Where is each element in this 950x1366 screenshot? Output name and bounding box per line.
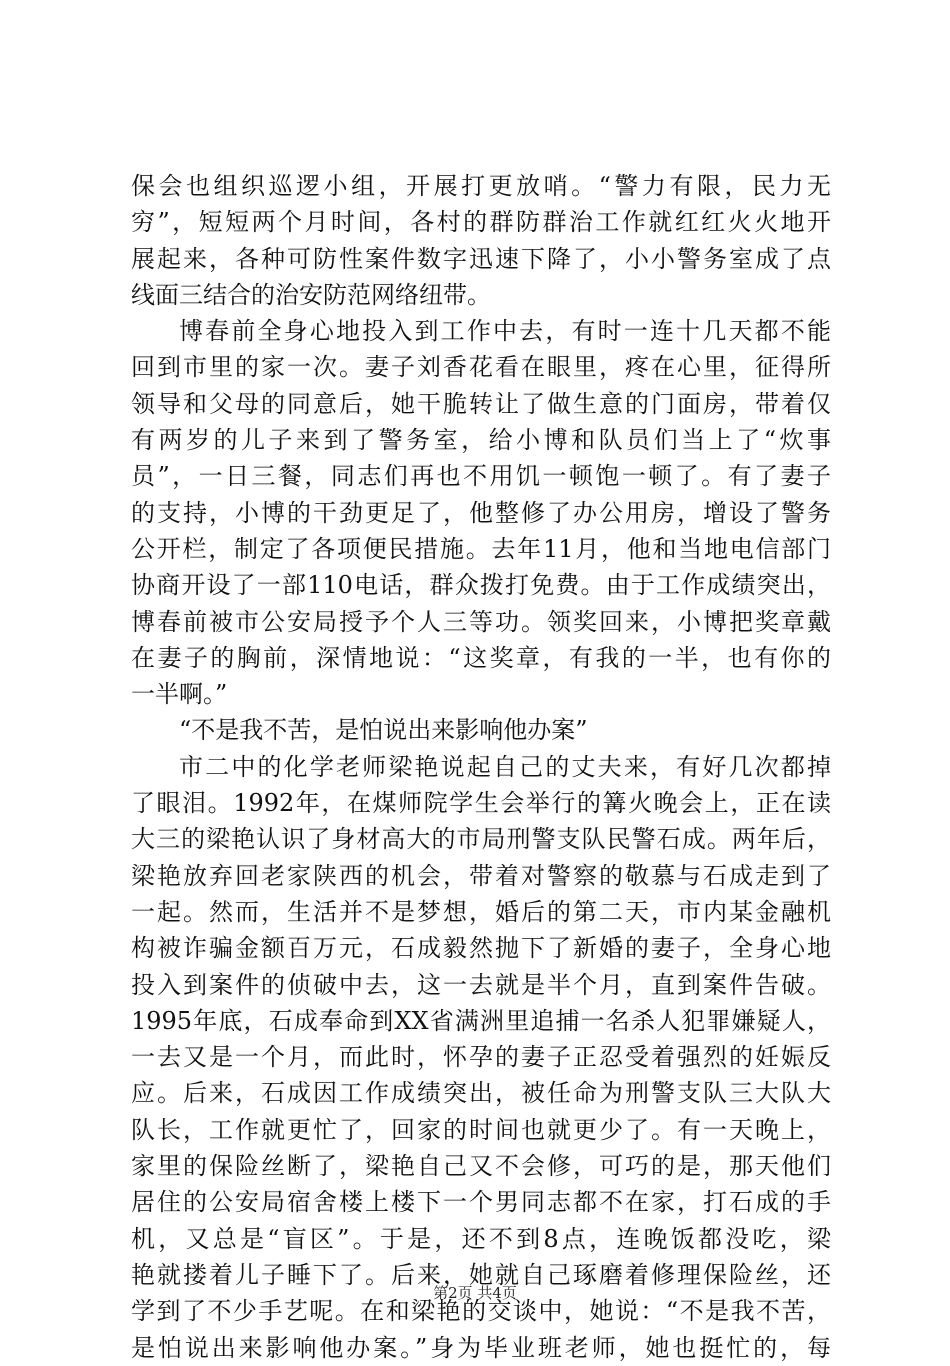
text-line: 一半啊。” bbox=[131, 680, 228, 709]
text-line: 一去又是一个月，而此时，怀孕的妻子正忍受着强烈的妊娠反 bbox=[131, 1043, 831, 1072]
text-line: 是怕说出来影响他办案。”身为毕业班老师，她也挺忙的，每 bbox=[131, 1333, 831, 1362]
text-line: 投入到案件的侦破中去，这一去就是半个月，直到案件告破。 bbox=[131, 970, 831, 999]
page-number-label: 第2页 共4页 bbox=[433, 1284, 517, 1302]
text-line: 展起来，各种可防性案件数字迅速下降了，小小警务室成了点 bbox=[131, 244, 831, 273]
text-line: 线面三结合的治安防范网络纽带。 bbox=[131, 280, 491, 309]
text-line: 艳就搂着儿子睡下了。后来，她就自己琢磨着修理保险丝，还 bbox=[131, 1260, 831, 1289]
text-line: 1995年底，石成奉命到XX省满洲里追捕一名杀人犯罪嫌疑人， bbox=[131, 1006, 831, 1035]
text-line: “不是我不苦，是怕说出来影响他办案” bbox=[179, 716, 588, 745]
text-line: 保会也组织巡逻小组，开展打更放哨。“警力有限，民力无 bbox=[131, 172, 831, 200]
text-line: 领导和父母的同意后，她干脆转让了做生意的门面房，带着仅 bbox=[131, 389, 831, 418]
text-line: 应。后来，石成因工作成绩突出，被任命为刑警支队三大队大 bbox=[131, 1079, 831, 1108]
text-line: 市二中的化学老师梁艳说起自己的丈夫来，有好几次都掉 bbox=[179, 752, 831, 781]
page-footer bbox=[0, 1283, 950, 1303]
text-line: 员”，一日三餐，同志们再也不用饥一顿饱一顿了。有了妻子 bbox=[131, 462, 831, 491]
text-line: 居住的公安局宿舍楼上楼下一个男同志都不在家，打石成的手 bbox=[131, 1188, 831, 1217]
text-line: 的支持，小博的干劲更足了，他整修了办公用房，增设了警务 bbox=[131, 498, 831, 527]
text-line: 在妻子的胸前，深情地说：“这奖章，有我的一半，也有你的 bbox=[131, 643, 831, 672]
text-line: 家里的保险丝断了，梁艳自己又不会修，可巧的是，那天他们 bbox=[131, 1152, 831, 1181]
text-line: 队长，工作就更忙了，回家的时间也就更少了。有一天晚上， bbox=[131, 1115, 831, 1144]
text-line: 有两岁的儿子来到了警务室，给小博和队员们当上了“炊事 bbox=[131, 426, 831, 455]
text-line: 机，又总是“盲区”。于是，还不到8点，连晚饭都没吃，梁 bbox=[131, 1224, 831, 1253]
text-line: 穷”，短短两个月时间，各村的群防群治工作就红红火火地开 bbox=[131, 208, 831, 237]
text-line: 了眼泪。1992年，在煤师院学生会举行的篝火晚会上，正在读 bbox=[131, 789, 831, 818]
text-line: 构被诈骗金额百万元，石成毅然抛下了新婚的妻子，全身心地 bbox=[131, 934, 831, 963]
text-line: 公开栏，制定了各项便民措施。去年11月，他和当地电信部门 bbox=[131, 534, 831, 563]
text-line: 梁艳放弃回老家陕西的机会，带着对警察的敬慕与石成走到了 bbox=[131, 861, 831, 890]
text-line: 回到市里的家一次。妻子刘香花看在眼里，疼在心里，征得所 bbox=[131, 353, 831, 382]
text-line: 协商开设了一部110电话，群众拨打免费。由于工作成绩突出， bbox=[131, 571, 831, 600]
text-line: 一起。然而，生活并不是梦想，婚后的第二天，市内某金融机 bbox=[131, 897, 831, 926]
text-line: 学到了不少手艺呢。在和梁艳的交谈中，她说：“不是我不苦， bbox=[131, 1297, 831, 1326]
text-line: 博春前全身心地投入到工作中去，有时一连十几天都不能 bbox=[179, 317, 831, 346]
document-body bbox=[131, 168, 831, 1366]
text-line: 大三的梁艳认识了身材高大的市局刑警支队民警石成。两年后， bbox=[131, 825, 831, 854]
text-line: 博春前被市公安局授予个人三等功。领奖回来，小博把奖章戴 bbox=[131, 607, 831, 636]
